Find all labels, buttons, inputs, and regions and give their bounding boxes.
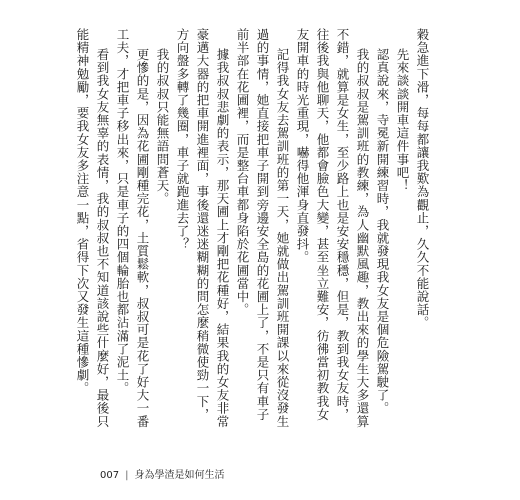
paragraph: 先來談談開車這件事吧！ bbox=[395, 48, 410, 193]
page-number: 007 bbox=[100, 470, 120, 481]
paragraph: 看到我女友無辜的表情，我的叔叔也不知道該說些什麼好，最後只能精神勉勵，要我女友多注意一點，省得下次又發生這種慘劇。 bbox=[75, 28, 110, 428]
footer-separator: | bbox=[125, 470, 129, 481]
paragraph: 更慘的是，因為花圃剛種完花，土質鬆軟，叔叔可是花了好大一番工夫，才把車子移出來，只是車子的四個輪胎也都沾滿了泥土。 bbox=[115, 28, 150, 428]
book-title: 身為學渣是如何生活 bbox=[134, 470, 225, 481]
paragraph: 我的叔叔是駕訓班的教練，為人幽默風趣，教出來的學生大多還算不錯，就算是女生，至少路上也是安安穩穩，但是，教到我女友時，往後我與他聊天，他都會臉色大變，甚至坐立難安，彷彿當初教我女友開車的時光重現，嚇得他渾身直發抖。 bbox=[295, 28, 370, 428]
paragraph: 據我叔叔悲劇的表示，那天圃上才剛把花種好，結果我的女友非常豪邁大器的把車開進裡面，事後還迷迷糊糊的問怎麼稍微使勁一下，方向盤多轉了幾圈，車子就跑進去了？ bbox=[175, 28, 230, 428]
paragraph: 認真說來，寺冕新開練習時，我就發現我女友是個危險駕駛了。 bbox=[375, 48, 390, 415]
vertical-text-body bbox=[75, 28, 432, 428]
page-footer bbox=[100, 466, 224, 481]
paragraph: 我的叔叔只能無語問蒼天。 bbox=[155, 48, 170, 206]
paragraph: 記得我女友去駕訓班的第一天，她就做出駕訓班開課以來從沒發生過的事情，她直接把車子開到旁邊安全島的花圃上了，不是只有車子前半部在花圃裡，而是整台車都身陷於花圃當中。 bbox=[235, 28, 290, 428]
paragraph: 穀急進下滑，每每都讓我歎為觀止，久久不能說話。 bbox=[415, 28, 430, 330]
